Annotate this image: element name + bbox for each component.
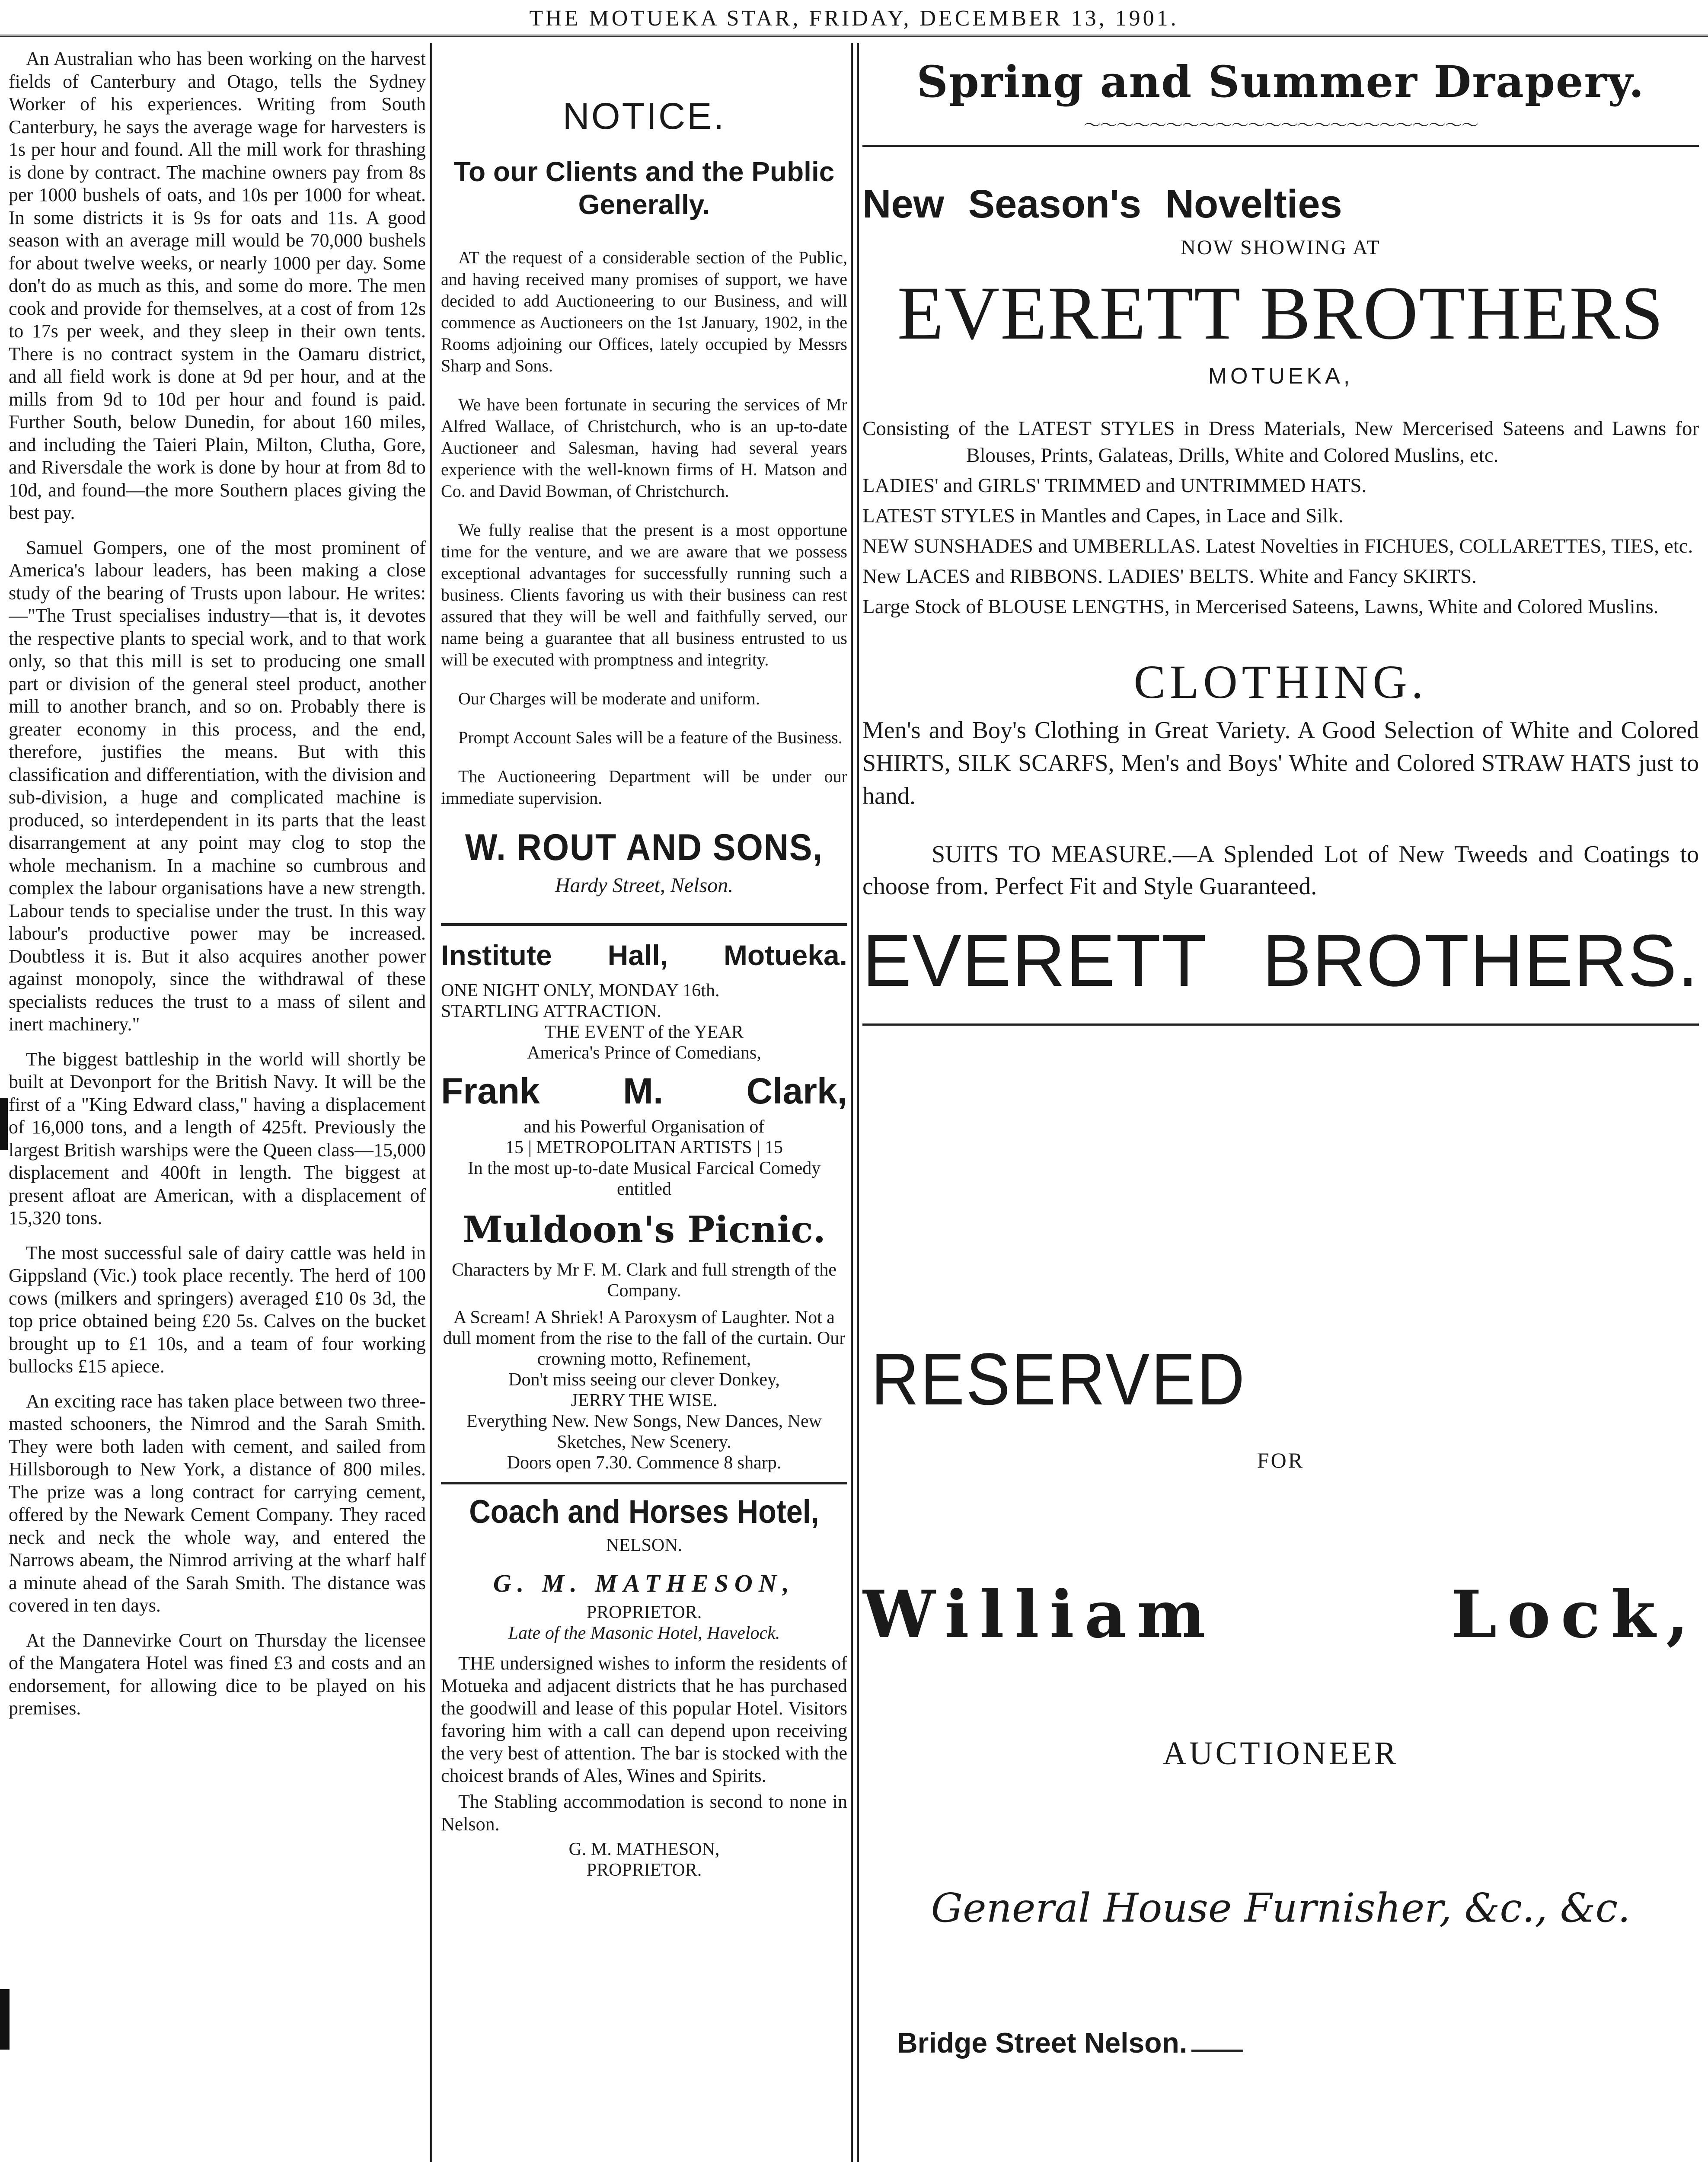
advertiser-address-row: [862, 2026, 1699, 2059]
institute-line: 15 | METROPOLITAN ARTISTS | 15: [505, 1138, 783, 1158]
hotel-title: Coach and Horses Hotel,: [469, 1494, 819, 1530]
hotel-stabling: The Stabling accommodation is second to none in Nelson.: [441, 1791, 847, 1835]
news-paragraph: Samuel Gompers, one of the most prominent of America's labour leaders, has been making a close study of the bearing of Trusts upon labour. He writes:—"The Trust specialises industry—that is, it devotes the respective plants to special work, and to that work only, so that this mill is set to producing one small part or division of the general steel product, another mill to another branch, and so on. Probably there is greater economy in this process, and the end, therefore, justifies the means. But with this classification and differentiation, with the division and sub-division, a huge and complicated machine is produced, so interdependent in its parts that the least disarrangement at any point may clog to stop the whole mechanism. In a machine so cumbrous and complex the labour organisations have a new strength. Labour tends to specialise under the trust. In this way labour's productive power may be increased. Doubtless it is. But it also acquires another power against monopoly, since the withdrawal of these specialists reduces the trust to a mass of silent and inert machinery.": [9, 537, 426, 1035]
clothing-text: Men's and Boy's Clothing in Great Variety. A Good Selection of White and Colored SHIRTS, SILK SCARFS, Men's and Boys' White and Colored STRAW HATS just to hand.: [862, 717, 1699, 809]
drapery-item: Consisting of the LATEST STYLES in Dress Materials, New Mercerised Sateens and Lawns for Blouses, Prints, Galateas, Drills, White and Colored Muslins, etc.: [862, 417, 1699, 467]
suits-text: SUITS TO MEASURE.—A Splended Lot of New Tweeds and Coatings to choose from. Perfect Fit and Style Guaranteed.: [862, 841, 1699, 900]
institute-line: A Scream! A Shriek! A Paroxysm of Laughter. Not a dull moment from the rise to the fall of the curtain. Our crowning motto, Refinement,: [443, 1308, 846, 1369]
clothing-heading: CLOTHING.: [1133, 656, 1428, 708]
column-rule: [851, 43, 853, 2162]
notice-title: NOTICE.: [562, 96, 726, 137]
masthead-rule: [0, 35, 1708, 37]
column-rule: [430, 43, 432, 2162]
for-label: FOR: [1257, 1448, 1305, 1472]
institute-line: THE EVENT of the YEAR: [545, 1022, 744, 1042]
section-rule: [862, 1023, 1699, 1026]
section-rule: [862, 145, 1699, 147]
notice-paragraph: Our Charges will be moderate and uniform.: [458, 689, 760, 708]
drapery-item: Large Stock of BLOUSE LENGTHS, in Mercerised Sateens, Lawns, White and Colored Muslins.: [862, 595, 1659, 618]
institute-line: ONE NIGHT ONLY, MONDAY 16th.: [441, 981, 720, 1001]
proprietor-name: G. M. MATHESON,: [493, 1569, 795, 1597]
ads-column: [441, 48, 847, 2162]
ink-blot: [0, 1098, 8, 1150]
notice-paragraph: We have been fortunate in securing the services of Mr Alfred Wallace, of Christchurch, who is an up-to-date Auctioneer and Salesman, having had several years experience with the well-known firms of H. Matson and Co. and David Bowman, of Christchurch.: [441, 395, 847, 501]
firm-address: Hardy Street, Nelson.: [555, 874, 734, 897]
town-name: MOTUEKA,: [1208, 364, 1354, 389]
ink-blot: [0, 1989, 10, 2050]
institute-line: America's Prince of Comedians,: [527, 1043, 761, 1063]
news-paragraph: At the Dannevirke Court on Thursday the licensee of the Mangatera Hotel was fined £3 and costs and an endorsement, for allowing dice to be played on his premises.: [9, 1629, 426, 1719]
proprietor-role: PROPRIETOR.: [586, 1602, 702, 1622]
hotel-body: THE undersigned wishes to inform the residents of Motueka and adjacent districts that he has purchased the goodwill and lease of this popular Hotel. Visitors favoring him with a call can depend upon receiving the very best of attention. The bar is stocked with the choicest brands of Ales, Wines and Spirits.: [441, 1653, 847, 1786]
hotel-place: NELSON.: [606, 1535, 683, 1555]
news-column: [9, 48, 426, 2162]
institute-line: Doors open 7.30. Commence 8 sharp.: [507, 1453, 782, 1473]
ad-divider: [441, 1482, 847, 1484]
signature-role: PROPRIETOR.: [586, 1860, 702, 1880]
institute-title: Institute Hall, Motueka.: [441, 939, 847, 971]
news-paragraph: An Australian who has been working on the harvest fields of Canterbury and Otago, tells the Sydney Worker of his experiences. Writing from South Canterbury, he says the average wage for harvesters is 1s per hour and found. All the mill work for thrashing is done by contract. The machine owners pay from 8s per 1000 bushels of oats, and 10s per 1000 for wheat. In some districts it is 9s for oats and 11s. A good season with an average mill would be 70,000 bushels for about twelve weeks, or nearly 1000 per day. Some don't do as much as this, and some do more. The men cook and provide for themselves, at a cost of from 12s to 17s per week, and they sleep in their own tents. There is no contract system in the Oamaru district, and all field work is done at 9d per hour, and at the mills from 9d to 10d per hour and found is paid. Further South, below Dunedin, for about 160 miles, and including the Taieri Plain, Milton, Clutha, Gore, and Riversdale the work is done by hour at from 8d to 10d, and found—the more Southern places giving the best pay.: [9, 48, 426, 523]
advertiser-trade: AUCTIONEER: [1162, 1735, 1399, 1772]
column-rule: [857, 43, 859, 2162]
institute-line: Don't miss seeing our clever Donkey,: [508, 1370, 780, 1390]
notice-paragraph: The Auctioneering Department will be under our immediate supervision.: [441, 767, 847, 808]
institute-line: In the most up-to-date Musical Farcical Comedy entitled: [467, 1158, 821, 1199]
firm-name: EVERETT BROTHERS: [897, 271, 1664, 355]
institute-line: Everything New. New Songs, New Dances, New Sketches, New Scenery.: [466, 1411, 822, 1452]
institute-line: JERRY THE WISE.: [571, 1391, 718, 1410]
firm-name: W. ROUT AND SONS,: [465, 827, 824, 868]
novelties-heading: New Season's Novelties: [862, 182, 1342, 226]
news-paragraph: The biggest battleship in the world will shortly be built at Devonport for the British Navy. It will be the first of a "King Edward class," having a displacement of 16,000 tons, and a length of 425ft. Previously the largest British warships were the Queen class—15,000 displacement and 400ft in length. The biggest at present afloat are American, with a displacement of 15,320 tons.: [9, 1048, 426, 1228]
institute-line: STARTLING ATTRACTION.: [441, 1001, 661, 1021]
advertiser-name: William Lock,: [862, 1577, 1699, 1653]
news-paragraph: The most successful sale of dairy cattle was held in Gippsland (Vic.) took place recently. The herd of 100 cows (milkers and springers) averaged £10 0s 3d, the top price obtained being £20 5s. Calves on the bucket brought up to £1 10s, and a team of four working bullocks £15 apiece.: [9, 1242, 426, 1377]
performer-name: Frank M. Clark,: [441, 1071, 847, 1111]
advertiser-furnisher: General House Furnisher, &c., &c.: [931, 1885, 1631, 1931]
drapery-heading: Spring and Summer Drapery.: [916, 56, 1645, 107]
reserved-heading: RESERVED: [871, 1338, 1246, 1420]
drapery-item: LADIES' and GIRLS' TRIMMED and UNTRIMMED HATS.: [862, 474, 1367, 497]
drapery-column: [862, 48, 1699, 2162]
drapery-item: NEW SUNSHADES and UMBERLLAS. Latest Novelties in FICHUES, COLLARETTES, TIES, etc.: [862, 535, 1693, 557]
advertiser-address: Bridge Street Nelson.: [897, 2027, 1188, 2059]
ad-divider: [441, 923, 847, 926]
drapery-item: New LACES and RIBBONS. LADIES' BELTS. White and Fancy SKIRTS.: [862, 565, 1477, 588]
show-title: Muldoon's Picnic.: [463, 1208, 826, 1251]
masthead: THE MOTUEKA STAR, FRIDAY, DECEMBER 13, 1901.: [529, 6, 1179, 31]
notice-paragraph: AT the request of a considerable section of the Public, and having received many promises of support, we have decided to add Auctioneering to our Business, and will commence as Auctioneers on the 1st January, 1902, in the Rooms adjoining our Offices, lately occupied by Messrs Sharp and Sons.: [441, 248, 847, 375]
notice-subtitle: To our Clients and the Public Generally.: [453, 156, 835, 220]
institute-line: and his Powerful Organisation of: [524, 1117, 765, 1137]
dash-rule: [1191, 2050, 1243, 2052]
hotel-late: Late of the Masonic Hotel, Havelock.: [508, 1623, 780, 1643]
drapery-item: LATEST STYLES in Mantles and Capes, in Lace and Silk.: [862, 505, 1344, 527]
ornament-rule: ～～～～～～～～～～～～～～～～～～～～～～～～: [1083, 115, 1478, 135]
institute-line: Characters by Mr F. M. Clark and full strength of the Company.: [451, 1260, 837, 1301]
news-paragraph: An exciting race has taken place between two three-masted schooners, the Nimrod and the Sarah Smith. They were both laden with cement, and sailed from Hillsborough to New York, a distance of 800 miles. The prize was a long contract for carrying cement, offered by the Newark Cement Company. They raced neck and neck the whole way, and entered the Narrows abeam, the Nimrod arriving at the wharf half a minute ahead of the Sarah Smith. The distance was covered in ten days.: [9, 1390, 426, 1616]
signature-name: G. M. MATHESON,: [568, 1839, 720, 1859]
showing-line: NOW SHOWING AT: [1181, 236, 1381, 259]
notice-paragraph: Prompt Account Sales will be a feature of the Business.: [458, 728, 843, 747]
notice-paragraph: We fully realise that the present is a most opportune time for the venture, and we are aware that we possess exceptional advantages for successfully running such a business. Clients favoring us with their business can rest assured that they will be well and faithfully served, our name being a guarantee that all business entrusted to us will be executed with promptness and integrity.: [441, 520, 847, 669]
firm-name-footer: EVERETT BROTHERS.: [862, 920, 1699, 1002]
